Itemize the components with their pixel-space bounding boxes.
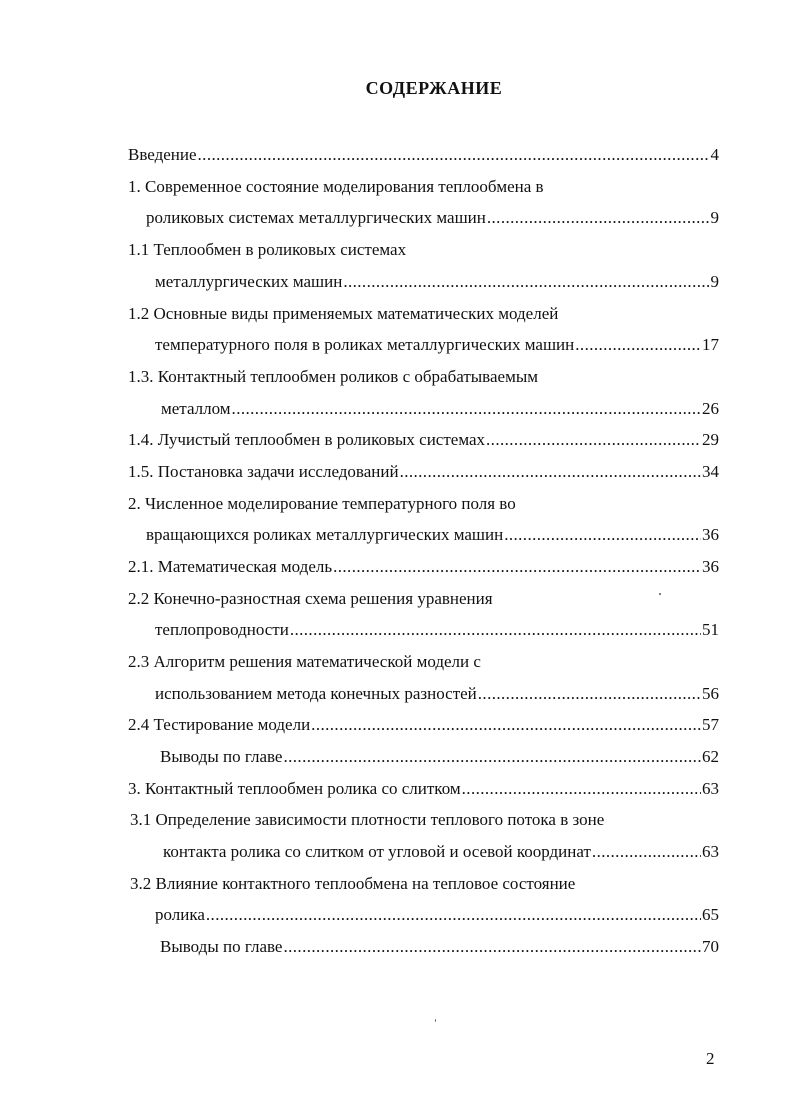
toc-entry-page: 34 xyxy=(702,462,719,481)
toc-leader-dots xyxy=(198,145,710,165)
toc-entry-text: 1.2 Основные виды применяемых математических моделей xyxy=(128,304,559,323)
toc-entry-page: 63 xyxy=(702,842,719,861)
toc-entry xyxy=(128,715,719,735)
toc-entry-page: 51 xyxy=(702,620,719,639)
toc-entry xyxy=(128,367,538,387)
toc-entry-page: 9 xyxy=(710,272,719,291)
toc-leader-dots xyxy=(343,272,709,292)
toc-entry xyxy=(160,747,719,767)
toc-entry-text: 1. Современное состояние моделирования теплообмена в xyxy=(128,177,544,196)
toc-entry-text: Выводы по главе xyxy=(160,747,283,766)
toc-entry-text: Введение xyxy=(128,145,197,164)
toc-entry xyxy=(146,525,719,545)
toc-leader-dots xyxy=(283,937,701,957)
toc-entry-text: металлом xyxy=(161,399,231,418)
toc-leader-dots xyxy=(575,335,701,355)
toc-leader-dots xyxy=(333,557,701,577)
toc-leader-dots xyxy=(478,684,701,704)
toc-entry-text: 3.2 Влияние контактного теплообмена на тепловое состояние xyxy=(130,874,576,893)
toc-leader-dots xyxy=(283,747,701,767)
toc-entry-text: вращающихся роликах металлургических машин xyxy=(146,525,504,544)
toc-entry xyxy=(155,620,719,640)
toc-entry-page: 70 xyxy=(702,937,719,956)
toc-leader-dots xyxy=(592,842,701,862)
toc-entry-text: контакта ролика со слитком от угловой и осевой координат xyxy=(163,842,591,861)
toc-entry xyxy=(128,589,493,609)
toc-entry xyxy=(155,335,719,355)
toc-entry xyxy=(128,557,719,577)
toc-entry-page: 17 xyxy=(702,335,719,354)
toc-entry-page: 63 xyxy=(702,779,719,798)
toc-entry-page: 56 xyxy=(702,684,719,703)
toc-entry-page: 4 xyxy=(710,145,719,164)
toc-entry xyxy=(161,399,719,419)
toc-entry xyxy=(130,810,604,830)
toc-entry-text: теплопроводности xyxy=(155,620,289,639)
toc-entry-page: 57 xyxy=(702,715,719,734)
page-number: 2 xyxy=(706,1049,715,1068)
toc-leader-dots xyxy=(487,208,710,228)
toc-entry-page: 62 xyxy=(702,747,719,766)
toc-leader-dots xyxy=(462,779,701,799)
toc-leader-dots xyxy=(206,905,701,925)
toc-leader-dots xyxy=(486,430,701,450)
toc-entry-text: 2.4 Тестирование модели xyxy=(128,715,311,734)
toc-entry-text: 2.2 Конечно-разностная схема решения уравнения xyxy=(128,589,493,608)
toc-entry-text: 1.5. Постановка задачи исследований xyxy=(128,462,399,481)
toc-entry-text: использованием метода конечных разностей xyxy=(155,684,477,703)
toc-entry-text: 3. Контактный теплообмен ролика со слитком xyxy=(128,779,461,798)
toc-leader-dots xyxy=(311,715,701,735)
scan-speck xyxy=(435,1019,436,1022)
toc-entry-text: роликовых системах металлургических машин xyxy=(146,208,486,227)
toc-entry-text: 2.1. Математическая модель xyxy=(128,557,333,576)
page-title: СОДЕРЖАНИЕ xyxy=(365,78,503,98)
toc-entry xyxy=(160,937,719,957)
toc-entry xyxy=(128,304,558,324)
toc-entry xyxy=(155,905,719,925)
toc-entry-page: 26 xyxy=(702,399,719,418)
toc-entry-text: 1.3. Контактный теплообмен роликов с обрабатываемым xyxy=(128,367,539,386)
toc-entry-page: 65 xyxy=(702,905,719,924)
toc-entry-text: 1.4. Лучистый теплообмен в роликовых системах xyxy=(128,430,486,449)
toc-entry-text: ролика xyxy=(155,905,205,924)
scan-speck xyxy=(659,593,661,595)
toc-leader-dots xyxy=(400,462,701,482)
toc-entry xyxy=(155,272,719,292)
toc-entry xyxy=(155,684,719,704)
toc-entry xyxy=(128,652,481,672)
toc-entry xyxy=(128,430,719,450)
toc-entry-page: 29 xyxy=(702,430,719,449)
toc-entry xyxy=(163,842,719,862)
toc-entry xyxy=(128,177,544,197)
toc-entry xyxy=(128,462,719,482)
toc-entry-page: 36 xyxy=(702,557,719,576)
toc-entry xyxy=(128,779,719,799)
toc-entry-text: металлургических машин xyxy=(155,272,343,291)
toc-entry xyxy=(130,874,575,894)
toc-leader-dots xyxy=(504,525,701,545)
toc-entry-text: 1.1 Теплообмен в роликовых системах xyxy=(128,240,407,259)
toc-entry-text: 2.3 Алгоритм решения математической модели с xyxy=(128,652,481,671)
toc-leader-dots xyxy=(232,399,701,419)
toc-entry-page: 36 xyxy=(702,525,719,544)
toc-entry-text: температурного поля в роликах металлургических машин xyxy=(155,335,575,354)
toc-entry xyxy=(146,208,719,228)
toc-entry-text: Выводы по главе xyxy=(160,937,283,956)
toc-entry xyxy=(128,145,719,165)
toc-entry xyxy=(128,240,406,260)
toc-entry xyxy=(128,494,516,514)
toc-entry-page: 9 xyxy=(710,208,719,227)
toc-entry-text: 2. Численное моделирование температурного поля во xyxy=(128,494,516,513)
toc-leader-dots xyxy=(290,620,701,640)
toc-entry-text: 3.1 Определение зависимости плотности теплового потока в зоне xyxy=(130,810,605,829)
